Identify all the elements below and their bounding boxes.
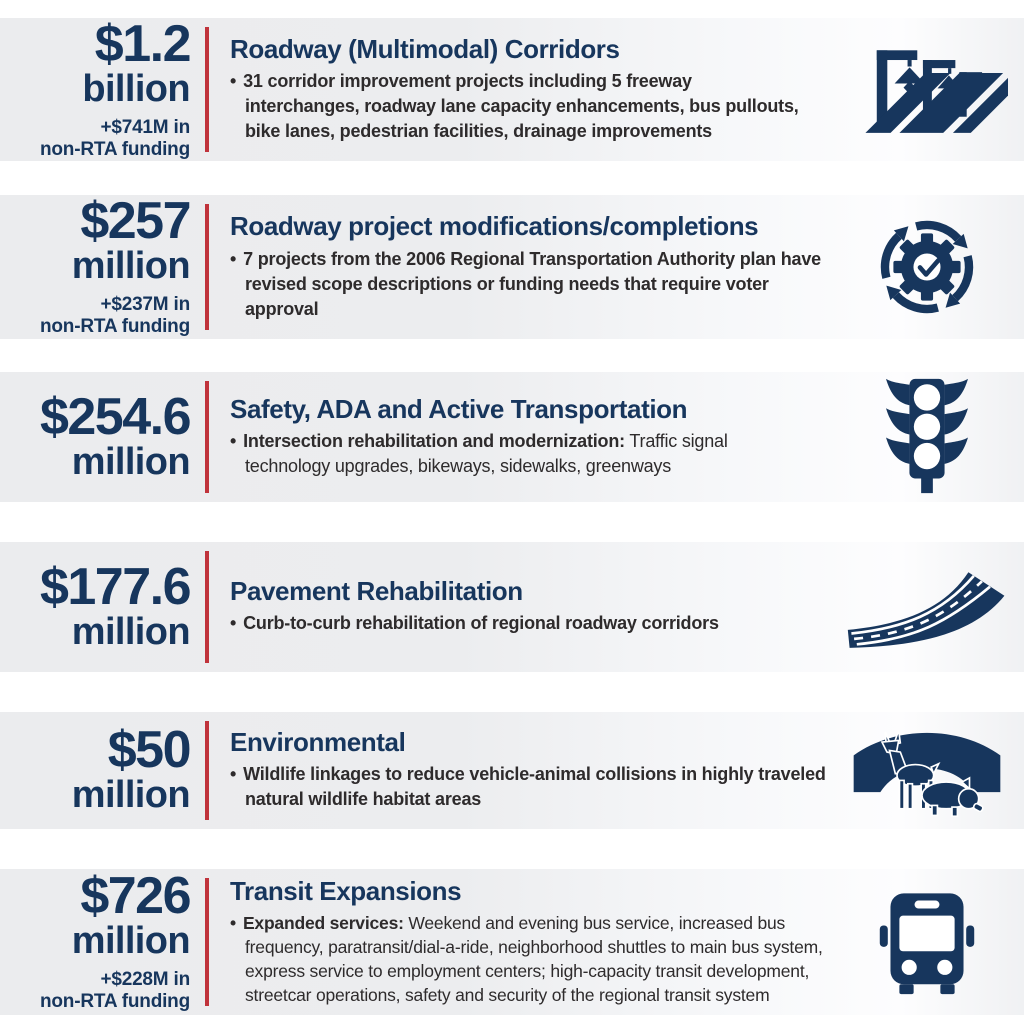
funding-amount-block bbox=[0, 387, 190, 483]
red-divider bbox=[205, 878, 209, 1006]
non-rta-funding-note bbox=[0, 117, 190, 162]
description-bold: Curb-to-curb rehabilitation of regional roadway corridors bbox=[243, 613, 719, 634]
category-text-block bbox=[224, 877, 846, 1007]
funding-amount-unit: billion bbox=[82, 68, 190, 110]
bullet-marker: • bbox=[230, 248, 237, 269]
category-description bbox=[230, 247, 842, 322]
description-bold: 7 projects from the 2006 Regional Transportation Authority plan have revised scope descriptions or funding needs that require voter approval bbox=[243, 248, 821, 319]
non-rta-funding-note bbox=[0, 969, 190, 1014]
wildlife-crossing-icon bbox=[846, 722, 1024, 818]
non-rta-note-line-2: non-RTA funding bbox=[40, 316, 190, 338]
funding-amount: $177.6 bbox=[39, 557, 190, 616]
funding-amount: $254.6 bbox=[39, 387, 190, 446]
bullet-marker: • bbox=[230, 430, 237, 451]
funding-row-roadway-corridors bbox=[0, 15, 1024, 161]
funding-amount-block bbox=[0, 721, 190, 817]
description-rest: Traffic signal technology upgrades, bikeways, sidewalks, greenways bbox=[245, 430, 728, 476]
description-rest: Weekend and evening bus service, increased bus frequency, paratransit/dial-a-ride, neighborhood shuttles to main bus system, express service to employment centers; high-capacity transit development, streetcar operations, safety and security of the regional transit system bbox=[245, 912, 823, 1005]
non-rta-note-line-2: non-RTA funding bbox=[40, 990, 190, 1012]
category-title: Safety, ADA and Active Transportation bbox=[230, 393, 688, 424]
category-title: Pavement Rehabilitation bbox=[230, 576, 523, 607]
funding-amount: $257 bbox=[80, 192, 190, 251]
funding-amount-block bbox=[0, 866, 190, 1013]
traffic-light-icon bbox=[846, 376, 1024, 498]
bullet-marker: • bbox=[230, 71, 237, 92]
funding-row-safety-ada-active bbox=[0, 372, 1024, 502]
category-text-block bbox=[224, 212, 846, 321]
category-text-block bbox=[224, 35, 846, 144]
funding-amount-block bbox=[0, 557, 190, 653]
non-rta-note-line-1: +$228M in bbox=[100, 968, 190, 990]
category-description bbox=[230, 611, 842, 636]
funding-amount-unit: million bbox=[71, 774, 190, 817]
red-divider bbox=[205, 721, 209, 820]
red-divider bbox=[205, 27, 209, 152]
bullet-marker: • bbox=[230, 764, 237, 785]
funding-amount-unit: million bbox=[71, 245, 190, 288]
curved-road-icon bbox=[846, 558, 1024, 655]
category-title: Transit Expansions bbox=[230, 875, 462, 906]
highway-streetlights-icon bbox=[846, 31, 1024, 149]
category-title: Environmental bbox=[230, 727, 406, 758]
category-text-block bbox=[224, 577, 846, 636]
bullet-marker: • bbox=[230, 613, 237, 634]
funding-row-project-modifications bbox=[0, 192, 1024, 338]
category-title: Roadway project modifications/completions bbox=[230, 211, 759, 242]
category-text-block bbox=[224, 728, 846, 812]
funding-amount: $1.2 bbox=[94, 15, 190, 73]
category-text-block bbox=[224, 395, 846, 479]
non-rta-note-line-2: non-RTA funding bbox=[40, 138, 190, 160]
project-modifications-cycle-icon bbox=[846, 211, 1024, 323]
description-bold: 31 corridor improvement projects including 5 freeway interchanges, roadway lane capacity enhancements, bus pullouts, bike lanes, pedestrian facilities, drainage improvements bbox=[243, 71, 799, 142]
red-divider bbox=[205, 551, 209, 663]
bus-icon bbox=[846, 888, 1024, 995]
description-bold: Intersection rehabilitation and modernization: bbox=[243, 430, 625, 451]
funding-amount: $50 bbox=[107, 721, 190, 780]
funding-amount-block bbox=[0, 192, 190, 338]
funding-row-transit-expansions bbox=[0, 866, 1024, 1015]
non-rta-note-line-1: +$741M in bbox=[100, 116, 190, 138]
category-description bbox=[230, 911, 842, 1007]
funding-amount-block bbox=[0, 15, 190, 161]
funding-amount: $726 bbox=[80, 866, 190, 925]
bullet-marker: • bbox=[230, 912, 236, 933]
funding-row-environmental bbox=[0, 712, 1024, 829]
description-bold: Expanded services: bbox=[242, 912, 404, 933]
red-divider bbox=[205, 381, 209, 493]
category-description bbox=[230, 762, 842, 812]
non-rta-funding-note bbox=[0, 294, 190, 339]
category-title: Roadway (Multimodal) Corridors bbox=[230, 34, 620, 65]
red-divider bbox=[205, 204, 209, 329]
description-bold: Wildlife linkages to reduce vehicle-animal collisions in highly traveled natural wildlife habitat areas bbox=[243, 764, 826, 810]
funding-amount-unit: million bbox=[71, 610, 190, 653]
category-description bbox=[230, 69, 811, 144]
non-rta-note-line-1: +$237M in bbox=[100, 293, 190, 315]
category-description bbox=[230, 429, 805, 479]
funding-row-pavement-rehabilitation bbox=[0, 542, 1024, 672]
funding-amount-unit: million bbox=[71, 919, 190, 962]
funding-amount-unit: million bbox=[71, 440, 190, 483]
